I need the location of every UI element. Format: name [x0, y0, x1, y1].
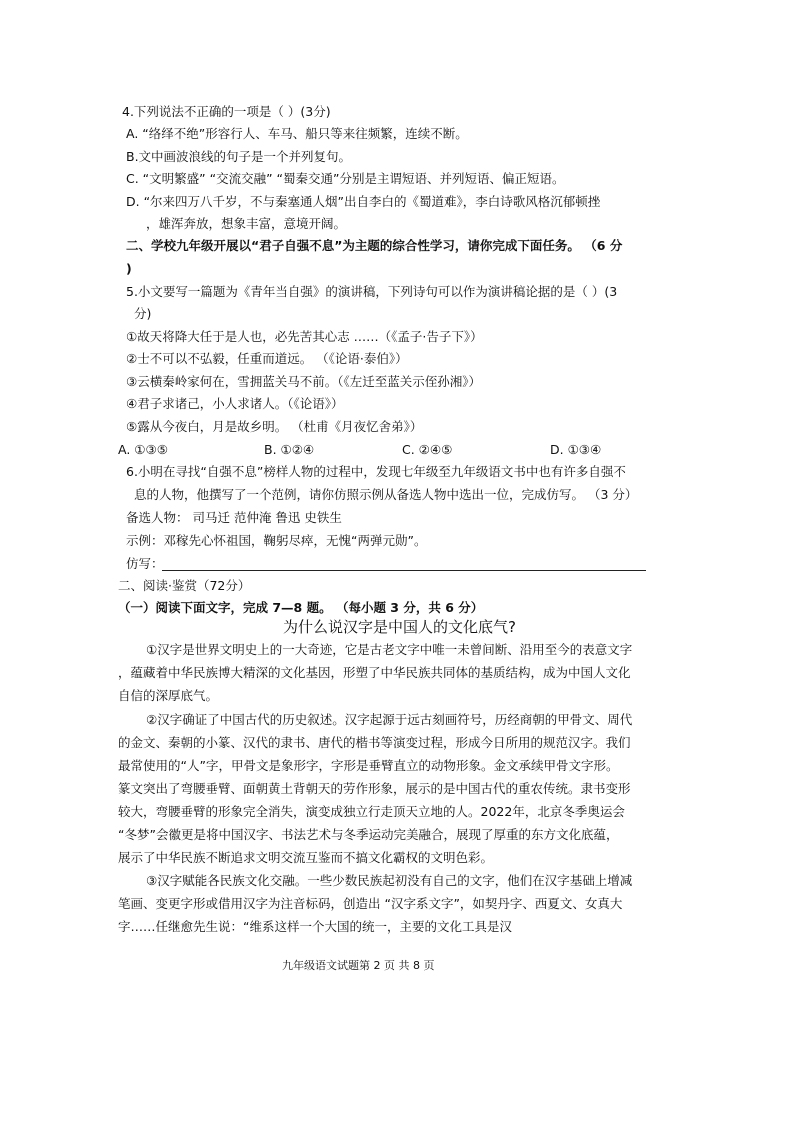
q5-item-4: ④君子求诸己，小人求诸人。（《论语》） — [126, 396, 344, 411]
q6-write-label: 仿写： — [126, 556, 164, 571]
part3-heading: 二、阅读·鉴赏（72分） — [118, 578, 251, 593]
q6-answer-blank[interactable] — [162, 570, 646, 571]
q6-stem-cont: 息的人物，他撰写了一个范例，请你仿照示例从备选人物中选出一位，完成仿写。 （3 分） — [134, 487, 638, 502]
part2-heading-cont: ) — [126, 261, 132, 276]
q5-item-5: ⑤露从今夜白，月是故乡明。 （杜甫《月夜忆舍弟》） — [126, 419, 423, 434]
article-line: ②汉字确证了中国古代的历史叙述。汉字起源于远古刻画符号，历经商朝的甲骨文、周代 — [146, 712, 633, 727]
q4-option-d: D. “尔来四万八千岁，不与秦塞通人烟”出自李白的《蜀道难》，李白诗歌风格沉郁顿挫 — [126, 194, 601, 209]
q5-choice-d: D. ①③④ — [550, 442, 602, 457]
article-line: 最常使用的“人”字，甲骨文是象形字，字形是垂臂直立的动物形象。金文承续甲骨文字形。 — [118, 758, 619, 773]
page-footer: 九年级语文试题第 2 页 共 8 页 — [282, 959, 435, 972]
q4-stem: 4.下列说法不正确的一项是（ ）(3分) — [122, 104, 331, 119]
article-line: 的金文、秦朝的小篆、汉代的隶书、唐代的楷书等演变过程，形成今日所用的规范汉字。我们 — [118, 735, 631, 750]
q5-stem: 5.小文要写一篇题为《青年当自强》的演讲稿，下列诗句可以作为演讲稿论据的是（ ）(3 — [126, 284, 618, 299]
q4-option-d-cont: ，雄浑奔放，想象丰富，意境开阔。 — [146, 216, 347, 231]
article-line: 自信的深厚底气。 — [118, 688, 219, 703]
part3-subheading: （一）阅读下面文字，完成 7—8 题。 （每小题 3 分，共 6 分） — [118, 600, 484, 615]
article-line: “冬梦”会徽更是将中国汉字、书法艺术与冬季运动完美融合，展现了厚重的东方文化底蕴， — [118, 827, 619, 842]
q5-item-1: ①故天将降大任于是人也，必先苦其心志 ……（《孟子·告子下》） — [126, 329, 483, 344]
q6-candidates: 备选人物： 司马迁 范仲淹 鲁迅 史铁生 — [126, 510, 342, 525]
q4-option-b: B.文中画波浪线的句子是一个并列复句。 — [126, 149, 352, 164]
q5-choice-b: B. ①②④ — [264, 442, 315, 457]
article-line: 篆文突出了弯腰垂臂、面朝黄土背朝天的劳作形象，展示的是中国古代的重农传统。隶书变形 — [118, 781, 631, 796]
q5-stem-cont: 分) — [134, 306, 152, 321]
part2-heading: 二、学校九年级开展以“君子自强不息”为主题的综合性学习，请你完成下面任务。 （6 分 — [126, 238, 623, 253]
q4-option-a: A. “络绎不绝”形容行人、车马、船只等来往频繁，连续不断。 — [126, 126, 468, 141]
q4-option-c: C. “文明繁盛” “交流交融” “蜀秦交通”分别是主谓短语、并列短语、偏正短语。 — [126, 171, 565, 186]
article-line: 笔画、变更字形或借用汉字为注音标码，创造出 “汉字系文字”，如契丹字、西夏文、女真大 — [118, 896, 623, 911]
article-line: 展示了中华民族不断追求文明交流互鉴而不搞文化霸权的文明色彩。 — [118, 850, 494, 865]
q6-example: 示例：邓稼先心怀祖国，鞠躬尽瘁，无愧“两弹元勋”。 — [126, 533, 427, 548]
article-line: ，蕴藏着中华民族博大精深的文化基因，形塑了中华民族共同体的基质结构，成为中国人文化 — [118, 665, 631, 680]
q5-item-2: ②士不可以不弘毅，任重而道远。 （《论语·泰伯》） — [126, 351, 408, 366]
q5-item-3: ③云横秦岭家何在，雪拥蓝关马不前。（《左迁至蓝关示侄孙湘》） — [126, 374, 481, 389]
q5-choice-a: A. ①③⑤ — [118, 442, 168, 457]
q5-choice-c: C. ②④⑤ — [402, 442, 453, 457]
article-title: 为什么说汉字是中国人的文化底气? — [283, 618, 516, 636]
article-line: ③汉字赋能各民族文化交融。一些少数民族起初没有自己的文字，他们在汉字基础上增减 — [146, 873, 633, 888]
q6-stem: 6.小明在寻找“自强不息”榜样人物的过程中，发现七年级至九年级语文书中也有许多自强不 — [126, 464, 626, 479]
article-line: 较大，弯腰垂臂的形象完全消失，演变成独立行走顶天立地的人。2022年，北京冬季奥运会 — [118, 804, 625, 819]
article-line: 字……任继愈先生说：“维系这样一个大国的统一，主要的文化工具是汉 — [118, 919, 512, 934]
article-line: ①汉字是世界文明史上的一大奇迹，它是古老文字中唯一未曾间断、沿用至今的表意文字 — [146, 642, 633, 657]
